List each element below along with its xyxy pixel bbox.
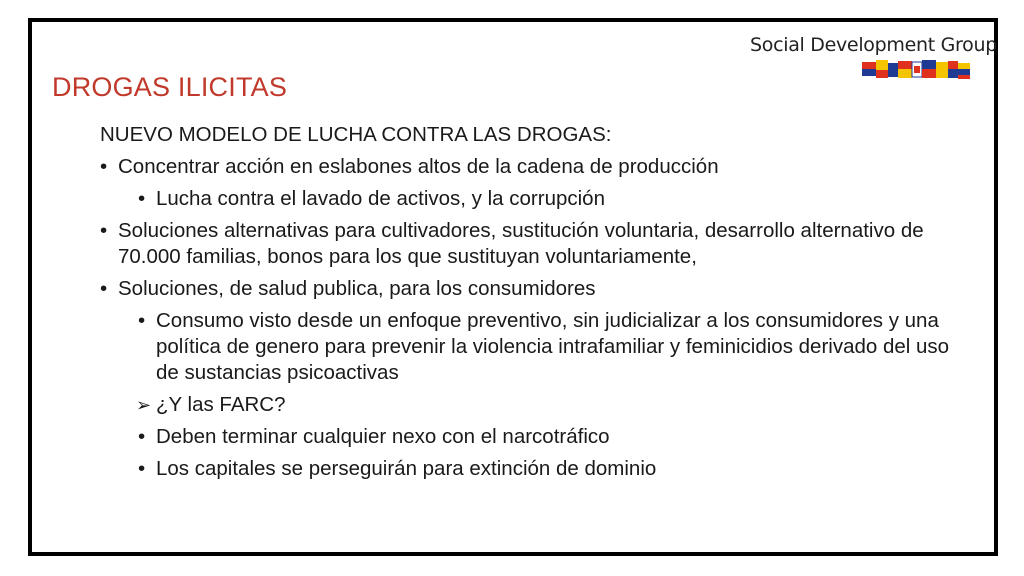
bullet-marker: •: [138, 457, 146, 480]
bullet-text: Deben terminar cualquier nexo con el narcotráfico: [156, 425, 610, 448]
logo-flags-icon: [862, 60, 970, 80]
sub-bullet-item: [32, 308, 972, 386]
bullet-item: [32, 218, 972, 270]
bullet-text: Concentrar acción en eslabones altos de la cadena de producción: [118, 155, 719, 178]
bullet-marker: •: [138, 187, 146, 210]
sub-bullet-item: [32, 456, 972, 482]
bullet-item: [32, 276, 972, 302]
bullet-marker: •: [100, 277, 108, 300]
logo: [750, 34, 997, 56]
logo-text: Social Development Group: [750, 34, 997, 56]
bullet-marker: •: [100, 155, 108, 178]
bullet-marker: •: [138, 309, 146, 332]
bullet-text: Consumo visto desde un enfoque preventivo, sin judicializar a los consumidores y una política de genero para prevenir la violencia intrafamiliar y feminicidios derivado del uso de sustancias psicoactivas: [156, 309, 950, 384]
sub-bullet-item: [32, 186, 972, 212]
slide-content: [32, 122, 972, 488]
bullet-item: [32, 154, 972, 180]
section-heading: NUEVO MODELO DE LUCHA CONTRA LAS DROGAS:: [100, 123, 612, 146]
sub-bullet-item: [32, 392, 972, 418]
bullet-marker: •: [100, 219, 108, 242]
bullet-marker: •: [138, 425, 146, 448]
bullet-text: ¿Y las FARC?: [156, 393, 286, 416]
bullet-text: Los capitales se perseguirán para extinción de dominio: [156, 457, 657, 480]
bullet-text: Lucha contra el lavado de activos, y la corrupción: [156, 187, 605, 210]
sub-bullet-item: [32, 424, 972, 450]
slide: [28, 18, 998, 556]
arrow-bullet-icon: ➢: [136, 395, 152, 415]
slide-title: DROGAS ILICITAS: [52, 72, 288, 102]
bullet-text: Soluciones alternativas para cultivadores, sustitución voluntaria, desarrollo alternativo de 70.000 familias, bonos para los que sustituyan voluntariamente,: [118, 219, 924, 268]
bullet-text: Soluciones, de salud publica, para los consumidores: [118, 277, 596, 300]
